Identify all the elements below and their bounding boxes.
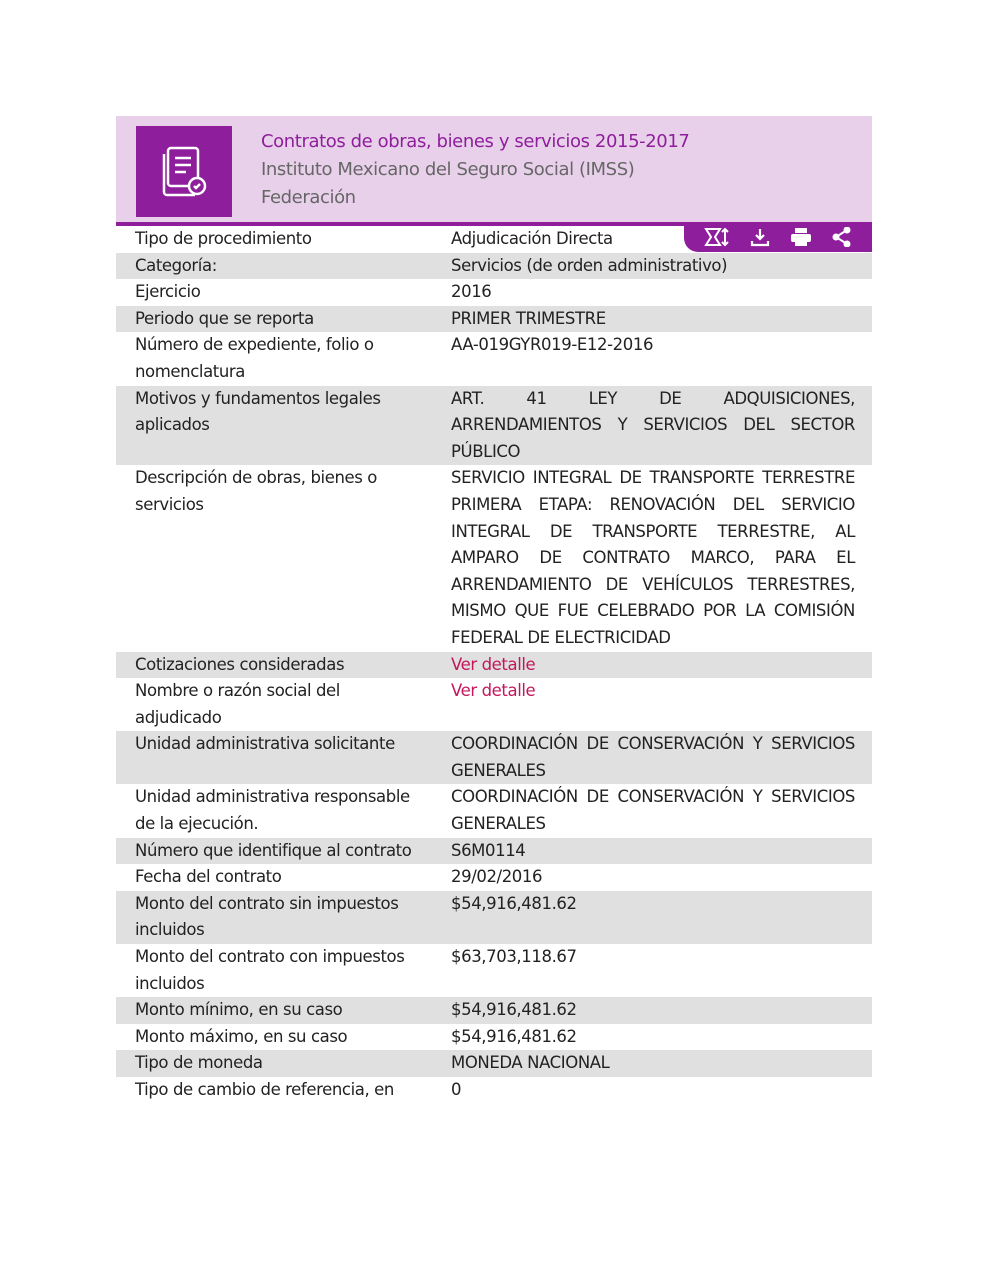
row-label: Nombre o razón social del adjudicado (135, 681, 340, 727)
ver-detalle-link[interactable]: Ver detalle (451, 654, 536, 674)
table-row (116, 465, 872, 651)
table-row (116, 784, 872, 837)
row-label: Monto del contrato sin impuestos incluidos (135, 893, 399, 940)
row-value: 2016 (451, 282, 492, 302)
institution-name: Instituto Mexicano del Seguro Social (IMSS) (261, 159, 635, 180)
card-header (116, 116, 872, 226)
download-icon[interactable] (750, 227, 770, 247)
row-value: SERVICIO INTEGRAL DE TRANSPORTE TERRESTRE PRIMERA ETAPA: RENOVACIÓN DEL SERVICIO INTEGRAL DE TRANSPORTE TERRESTRE, AL AMPARO DE CONTRATO MARCO, PARA EL ARRENDAMIENTO DE VEHÍCULOS TERRESTRES, MISMO QUE FUE CELEBRADO POR LA COMISIÓN FEDERAL DE ELECTRICIDAD (451, 468, 855, 647)
row-label: Cotizaciones consideradas (135, 654, 345, 674)
contracts-logo-icon (136, 126, 232, 217)
contract-card (116, 116, 872, 1104)
table-row (116, 279, 872, 306)
row-value (451, 652, 872, 679)
table-row (116, 652, 872, 679)
row-value: 29/02/2016 (451, 867, 543, 887)
page-title: Contratos de obras, bienes y servicios 2015-2017 (261, 131, 690, 152)
table-row (116, 864, 872, 891)
table-row (116, 997, 872, 1024)
row-label: Categoría: (135, 255, 217, 275)
table-row (116, 332, 872, 385)
table-row (116, 944, 872, 997)
table-row (116, 891, 872, 944)
row-label: Unidad administrativa responsable de la ejecución. (135, 787, 410, 834)
table-row (116, 731, 872, 784)
table-row (116, 253, 872, 280)
government-level: Federación (261, 187, 356, 208)
toolbar (684, 222, 872, 252)
row-label: Número de expediente, folio o nomenclatura (135, 335, 374, 381)
row-value: $63,703,118.67 (451, 947, 577, 967)
share-icon[interactable] (832, 227, 852, 247)
row-value: Servicios (de orden administrativo) (451, 255, 728, 275)
row-label: Monto del contrato con impuestos incluidos (135, 947, 405, 993)
table-row (116, 1050, 872, 1077)
row-value: PRIMER TRIMESTRE (451, 308, 606, 328)
table-row (116, 678, 872, 731)
row-label: Motivos y fundamentos legales aplicados (135, 388, 381, 435)
row-value: ART. 41 LEY DE ADQUISICIONES, ARRENDAMIENTOS Y SERVICIOS DEL SECTOR PÚBLICO (451, 388, 855, 461)
row-value: S6M0114 (451, 840, 526, 860)
table-row (116, 1077, 872, 1104)
row-value: MONEDA NACIONAL (451, 1053, 610, 1073)
row-label: Tipo de moneda (135, 1053, 263, 1073)
row-value (451, 678, 872, 731)
row-label: Ejercicio (135, 282, 201, 302)
row-label: Número que identifique al contrato (135, 840, 412, 860)
row-label: Unidad administrativa solicitante (135, 734, 395, 754)
row-label: Tipo de procedimiento (135, 229, 312, 248)
contract-details-table (116, 226, 872, 1104)
row-value: $54,916,481.62 (451, 1000, 577, 1020)
row-value: $54,916,481.62 (451, 1026, 577, 1046)
table-row (116, 838, 872, 865)
table-row (116, 386, 872, 466)
row-label: Tipo de cambio de referencia, en (135, 1080, 394, 1099)
row-label: Monto máximo, en su caso (135, 1026, 348, 1046)
row-value: COORDINACIÓN DE CONSERVACIÓN Y SERVICIOS GENERALES (451, 787, 855, 834)
sort-icon[interactable] (704, 227, 730, 247)
table-row (116, 1024, 872, 1051)
table-row (116, 306, 872, 333)
row-value: Adjudicación Directa (451, 229, 613, 248)
row-value: $54,916,481.62 (451, 893, 577, 913)
row-value: 0 (451, 1080, 462, 1099)
row-label: Fecha del contrato (135, 867, 282, 887)
row-label: Descripción de obras, bienes o servicios (135, 468, 377, 514)
row-label: Monto mínimo, en su caso (135, 1000, 343, 1020)
row-label: Periodo que se reporta (135, 308, 314, 328)
print-icon[interactable] (790, 227, 812, 247)
row-value: AA-019GYR019-E12-2016 (451, 335, 654, 355)
ver-detalle-link[interactable]: Ver detalle (451, 681, 536, 701)
row-value: COORDINACIÓN DE CONSERVACIÓN Y SERVICIOS GENERALES (451, 734, 855, 780)
